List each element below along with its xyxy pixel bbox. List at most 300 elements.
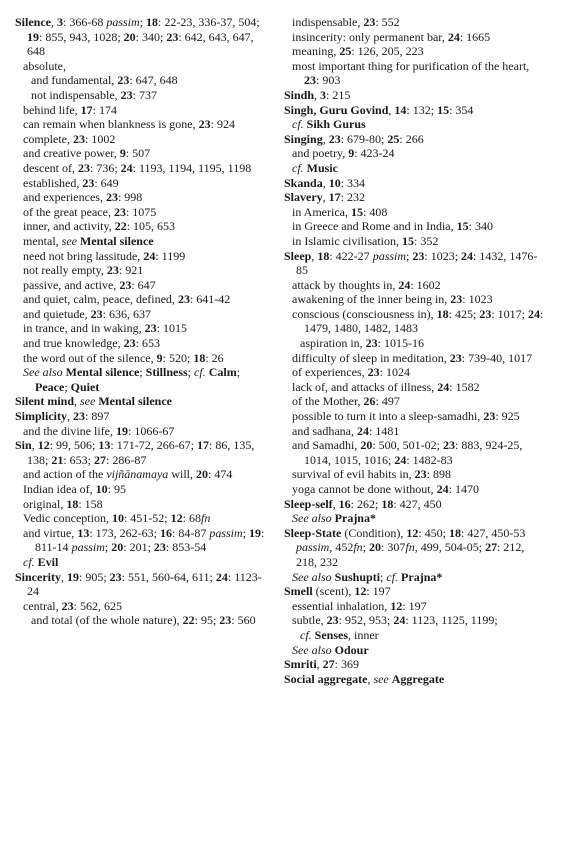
right-column	[284, 15, 546, 686]
index-subentry	[284, 570, 546, 585]
text-run: and total (of the whole nature),	[31, 613, 183, 628]
text-run: : 551, 560-64, 611;	[121, 569, 216, 584]
text-run: and the divine life,	[23, 423, 116, 438]
italic-run: passim	[296, 540, 330, 555]
text-run: : 1582	[449, 379, 480, 394]
text-run: : 132;	[406, 102, 438, 117]
bold-run: 23	[90, 306, 103, 321]
bold-run: 15	[401, 233, 414, 248]
bold-run: 24	[447, 29, 460, 44]
index-subentry	[15, 205, 273, 220]
text-run: : 354	[449, 102, 474, 117]
index-subentry	[284, 351, 546, 366]
text-run: : 1432, 1476-85	[296, 248, 538, 278]
text-run: ;	[139, 365, 146, 380]
bold-run: 3	[57, 15, 63, 29]
index-subentry	[15, 526, 273, 555]
index-subentry	[284, 234, 546, 249]
text-run: : 1075	[125, 204, 157, 219]
bold-run: Silence	[15, 15, 51, 29]
bold-run: 23	[367, 365, 380, 380]
text-run: : 334	[340, 175, 366, 190]
bold-run: 15	[350, 204, 363, 219]
text-run: , inner	[348, 627, 379, 642]
bold-run: Mental silence	[79, 233, 154, 248]
text-run: : 647	[131, 277, 156, 292]
italic-run: cf.	[386, 569, 399, 584]
text-run: ,	[31, 438, 38, 453]
bold-run: Smell	[284, 584, 313, 599]
bold-run: 23	[479, 306, 492, 321]
index-subentry	[15, 336, 273, 351]
italic-run: fn	[405, 540, 415, 555]
left-column	[15, 15, 273, 628]
bold-run: 15	[437, 102, 450, 117]
bold-run: Sushupti	[334, 569, 381, 584]
text-run: ,	[67, 409, 74, 424]
bold-run: 20	[123, 29, 136, 44]
text-run: : 68	[182, 511, 201, 526]
index-headword-entry	[284, 584, 546, 599]
bold-run: Senses	[314, 627, 349, 642]
text-run: : 736;	[89, 160, 121, 175]
italic-run: cf.	[292, 160, 304, 175]
index-subentry	[284, 292, 546, 307]
bold-run: 19	[115, 423, 128, 438]
bold-run: Odour	[334, 642, 369, 657]
text-run: need not bring lassitude,	[23, 248, 144, 263]
text-run: descent of,	[23, 160, 78, 175]
bold-run: 12	[406, 525, 419, 540]
bold-run: 23	[105, 190, 118, 205]
text-run: : 520;	[162, 350, 194, 365]
index-subentry	[284, 628, 546, 643]
text-run: ;	[104, 540, 112, 555]
text-run: ,	[367, 671, 374, 686]
text-run: attack by thoughts in,	[292, 277, 399, 292]
text-run: ,	[322, 190, 329, 205]
bold-run: 23	[443, 438, 455, 453]
text-run: : 366-68	[63, 15, 107, 29]
bold-run: 3	[320, 87, 327, 102]
text-run: : 451-52;	[123, 511, 171, 526]
bold-run: 18	[146, 15, 159, 29]
index-headword-entry	[284, 132, 546, 147]
index-subentry	[15, 497, 273, 512]
text-run: : 171-72, 266-67;	[110, 438, 198, 453]
italic-run: vijñānamaya	[106, 467, 169, 482]
bold-run: 23	[82, 175, 95, 190]
bold-run: 23	[119, 277, 132, 292]
bold-run: 9	[119, 146, 126, 161]
italic-run: see	[373, 671, 389, 686]
index-subentry	[15, 146, 273, 161]
text-run: : 641-42	[189, 292, 231, 307]
text-run: : 266	[399, 131, 424, 146]
index-headword-entry	[15, 570, 273, 599]
index-subentry	[284, 278, 546, 293]
bold-run: Skanda	[284, 175, 323, 190]
text-run: : 921	[118, 263, 144, 278]
index-headword-entry	[284, 672, 546, 687]
index-subentry	[15, 249, 273, 264]
text-run: not indispensable,	[31, 87, 121, 102]
index-headword-entry	[284, 103, 546, 118]
bold-run: 12	[37, 438, 50, 453]
bold-run: 10	[95, 482, 108, 496]
index-subentry	[284, 394, 546, 409]
italic-run: fn	[200, 511, 211, 526]
bold-run: 23	[123, 336, 136, 351]
text-run: and quietude,	[23, 306, 91, 321]
index-headword-entry	[284, 526, 546, 570]
text-run: : 26	[205, 350, 224, 365]
text-run: : 99, 506;	[49, 438, 99, 453]
bold-run: 23	[72, 131, 85, 146]
text-run: : 903	[316, 73, 341, 88]
bold-run: 18	[193, 350, 206, 365]
text-run: : 423-24	[354, 146, 395, 161]
bold-run: Silent mind	[15, 394, 75, 409]
bold-run: 23	[120, 87, 133, 102]
text-run: inner, and activity,	[23, 219, 115, 234]
text-run: : 450;	[418, 525, 449, 540]
text-run: of experiences,	[292, 365, 368, 380]
bold-run: 17	[328, 190, 341, 205]
index-subentry	[284, 467, 546, 482]
text-run: : 653;	[63, 452, 95, 467]
text-run: : 1123-24	[27, 569, 262, 599]
index-subentry	[284, 643, 546, 658]
index-headword-entry	[15, 438, 273, 467]
text-run: and poetry,	[292, 146, 349, 161]
bold-run: Mental silence	[65, 365, 140, 380]
bold-run: 23	[365, 336, 378, 351]
text-run: Vedic conception,	[23, 511, 112, 526]
text-run: and creative power,	[23, 146, 120, 161]
text-run: conscious (consciousness in),	[292, 306, 437, 321]
italic-run: cf.	[23, 554, 35, 569]
text-run: : 1023	[462, 292, 493, 307]
bold-run: 19	[67, 569, 79, 584]
text-run: : 340;	[135, 29, 167, 44]
text-run: awakening of the inner being in,	[292, 292, 451, 307]
text-run: : 739-40, 1017	[461, 350, 533, 365]
text-run: : 212, 218, 232	[296, 540, 528, 569]
bold-run: 23	[363, 15, 376, 29]
text-run: (scent),	[312, 584, 355, 599]
text-run: ;	[139, 15, 147, 29]
text-run: mental,	[23, 233, 62, 248]
bold-run: 24	[436, 482, 449, 496]
text-run: of the Mother,	[292, 394, 364, 409]
text-run: : 1066-67	[127, 423, 175, 438]
bold-run: 23	[77, 160, 90, 175]
text-run: : 105, 653	[126, 219, 176, 234]
text-run: : 1481	[368, 423, 400, 438]
bold-run: 26	[363, 394, 376, 409]
index-subentry	[15, 234, 273, 249]
bold-run: 23	[326, 613, 339, 628]
text-run: : 474	[207, 467, 233, 482]
index-subentry	[15, 278, 273, 293]
bold-run: Stillness	[145, 365, 188, 380]
index-subentry	[284, 380, 546, 395]
index-subentry	[15, 176, 273, 191]
bold-run: Smriti	[284, 657, 317, 672]
text-run: ;	[236, 365, 244, 380]
index-headword-entry	[15, 394, 273, 409]
text-run: : 952, 953;	[338, 613, 394, 628]
text-run: : 853-54	[165, 540, 207, 555]
text-run: subtle,	[292, 613, 327, 628]
index-headword-entry	[284, 249, 546, 278]
italic-run: See also	[292, 642, 332, 657]
bold-run: 13	[77, 525, 90, 540]
text-run: ;	[242, 525, 250, 540]
index-subentry	[15, 103, 273, 118]
bold-run: 23	[144, 321, 157, 336]
index-subentry	[284, 307, 546, 336]
text-run: and Samadhi,	[292, 438, 361, 453]
text-run: : 811-14	[35, 525, 268, 555]
bold-run: 23	[106, 263, 119, 278]
index-subentry	[284, 613, 546, 628]
index-subentry	[15, 161, 273, 176]
text-run: original,	[23, 496, 67, 511]
text-run: ,	[51, 15, 57, 29]
bold-run: 20	[111, 540, 124, 555]
bold-run: 24	[393, 613, 406, 628]
text-run: : 95;	[194, 613, 220, 628]
bold-run: 23	[73, 409, 86, 424]
text-run: : 552	[375, 15, 400, 29]
text-run: : 653	[135, 336, 160, 351]
bold-run: Singh, Guru Govind	[284, 102, 389, 117]
italic-run: passim	[209, 525, 243, 540]
text-run: and quiet, calm, peace, defined,	[23, 292, 178, 307]
text-run: and fundamental,	[31, 73, 118, 88]
text-run: : 737	[132, 87, 157, 102]
index-subentry	[284, 438, 546, 467]
text-run: meaning,	[292, 44, 340, 59]
bold-run: 16	[338, 496, 351, 511]
text-run: established,	[23, 175, 83, 190]
bold-run: 24	[437, 379, 450, 394]
text-run: : 1015	[156, 321, 187, 336]
italic-run: See also	[23, 365, 63, 380]
italic-run: See also	[292, 511, 332, 526]
bold-run: 24	[398, 277, 411, 292]
bold-run: 23	[166, 29, 179, 44]
text-run: ;	[406, 248, 413, 263]
text-run: lack of, and attacks of illness,	[292, 379, 438, 394]
bold-run: 23	[328, 131, 341, 146]
text-run: insincerity: only permanent bar,	[292, 29, 448, 44]
bold-run: 20	[195, 467, 208, 482]
text-run: : 1470	[448, 482, 479, 496]
text-run: : 905;	[79, 569, 110, 584]
index-subentry	[15, 307, 273, 322]
text-run: : 1123, 1125, 1199;	[405, 613, 498, 628]
text-run: : 1602	[410, 277, 441, 292]
text-run: : 369	[334, 657, 360, 672]
text-run: and virtue,	[23, 525, 78, 540]
text-run: : 307	[381, 540, 406, 555]
bold-run: 10	[111, 511, 124, 526]
bold-run: 23	[414, 467, 427, 482]
bold-run: 24	[120, 160, 133, 175]
bold-run: 23	[483, 409, 496, 424]
italic-run: see	[80, 394, 96, 409]
bold-run: 23	[153, 540, 166, 555]
text-run: : 855, 943, 1028;	[39, 29, 124, 44]
bold-run: 9	[348, 146, 355, 161]
text-run: : 925	[495, 409, 520, 424]
text-run: : 425;	[448, 306, 480, 321]
bold-run: 23	[449, 350, 462, 365]
index-subentry	[284, 219, 546, 234]
text-run: ,	[388, 102, 395, 117]
bold-run: Simplicity	[15, 409, 68, 424]
index-headword-entry	[284, 497, 546, 512]
index-subentry	[15, 613, 273, 628]
bold-run: 18	[381, 496, 394, 511]
text-run: ;	[64, 379, 71, 394]
bold-run: 23	[450, 292, 463, 307]
text-run: : 126, 205, 223	[351, 44, 424, 59]
bold-run: Sleep	[284, 248, 312, 263]
bold-run: 24	[394, 452, 407, 467]
bold-run: 23	[304, 73, 316, 88]
bold-run: 23	[109, 569, 122, 584]
text-run: ;	[380, 569, 387, 584]
bold-run: 27	[94, 452, 107, 467]
italic-run: passim	[372, 248, 407, 263]
index-subentry	[15, 132, 273, 147]
text-run: : 84-87	[172, 525, 210, 540]
text-run: : 1024	[379, 365, 410, 380]
index-subentry	[284, 409, 546, 424]
index-subentry	[284, 161, 546, 176]
bold-run: 23	[219, 613, 232, 628]
bold-run: 24	[461, 248, 474, 263]
index-subentry	[15, 321, 273, 336]
text-run: : 883, 924-25, 1014, 1015, 1016;	[304, 438, 526, 467]
italic-run: cf.	[292, 117, 304, 132]
text-run: yoga cannot be done without,	[292, 482, 437, 496]
bold-run: 24	[528, 306, 540, 321]
text-run: , 499, 504-05;	[414, 540, 486, 555]
text-run: : 1002	[84, 131, 116, 146]
bold-run: Prajna*	[401, 569, 443, 584]
text-run: ,	[332, 496, 339, 511]
index-subentry	[284, 511, 546, 526]
text-run: : 286-87	[106, 452, 147, 467]
text-run: ,	[61, 569, 67, 584]
bold-run: 25	[339, 44, 352, 59]
text-run: : 1482-83	[406, 452, 453, 467]
bold-run: 13	[98, 438, 111, 453]
bold-run: 18	[66, 496, 79, 511]
text-run: Indian idea of,	[23, 482, 96, 496]
index-subentry	[284, 117, 546, 132]
index-subentry	[284, 146, 546, 161]
text-run: indispensable,	[292, 15, 364, 29]
bold-run: 20	[360, 438, 373, 453]
text-run: : 173, 262-63;	[89, 525, 160, 540]
text-run: : 201;	[123, 540, 154, 555]
index-subentry	[15, 511, 273, 526]
index-subentry	[284, 44, 546, 59]
bold-run: Sikh Gurus	[306, 117, 366, 132]
italic-run: See also	[292, 569, 332, 584]
text-run: in Islamic civilisation,	[292, 233, 402, 248]
text-run: aspiration in,	[300, 336, 366, 351]
index-headword-entry	[284, 176, 546, 191]
index-subentry	[15, 599, 273, 614]
index-subentry	[15, 263, 273, 278]
bold-run: Prajna*	[334, 511, 376, 526]
text-run: not really empty,	[23, 263, 107, 278]
bold-run: 24	[356, 423, 369, 438]
index-subentry	[284, 205, 546, 220]
text-run: ;	[187, 365, 195, 380]
index-subentry	[15, 73, 273, 88]
text-run: and experiences,	[23, 190, 106, 205]
index-subentry	[284, 424, 546, 439]
bold-run: 22	[182, 613, 195, 628]
text-run: ,	[316, 657, 323, 672]
text-run: : 642, 643, 647, 648	[27, 29, 257, 59]
index-subentry	[15, 59, 273, 74]
text-run: essential inhalation,	[292, 598, 391, 613]
bold-run: 23	[113, 204, 126, 219]
bold-run: 22	[114, 219, 127, 234]
bold-run: 19	[27, 29, 39, 44]
text-run: : 924	[210, 117, 235, 132]
italic-run: cf.	[194, 365, 206, 380]
bold-run: Mental silence	[98, 394, 172, 409]
index-subentry	[15, 190, 273, 205]
index-headword-entry	[284, 657, 546, 672]
index-subentry	[284, 15, 546, 30]
text-run: : 998	[117, 190, 143, 205]
italic-run: passim	[71, 540, 105, 555]
bold-run: 23	[177, 292, 190, 307]
bold-run: Music	[306, 160, 339, 175]
text-run: and true knowledge,	[23, 336, 124, 351]
text-run: : 95	[107, 482, 126, 496]
text-run: and sadhana,	[292, 423, 357, 438]
bold-run: 14	[394, 102, 407, 117]
bold-run: Peace	[35, 379, 65, 394]
bold-run: Sin	[15, 438, 32, 453]
text-run: passive, and active,	[23, 277, 120, 292]
index-headword-entry	[284, 88, 546, 103]
bold-run: 18	[436, 306, 449, 321]
text-run: in trance, and in waking,	[23, 321, 145, 336]
index-subentry	[284, 365, 546, 380]
text-run: : 500, 501-02;	[372, 438, 443, 453]
index-subentry	[15, 555, 273, 570]
text-run: : 1199	[155, 248, 186, 263]
bold-run: Evil	[37, 554, 59, 569]
text-run: : 262;	[350, 496, 382, 511]
text-run: will,	[168, 467, 196, 482]
text-run: : 427, 450	[393, 496, 442, 511]
bold-run: 17	[80, 102, 93, 117]
